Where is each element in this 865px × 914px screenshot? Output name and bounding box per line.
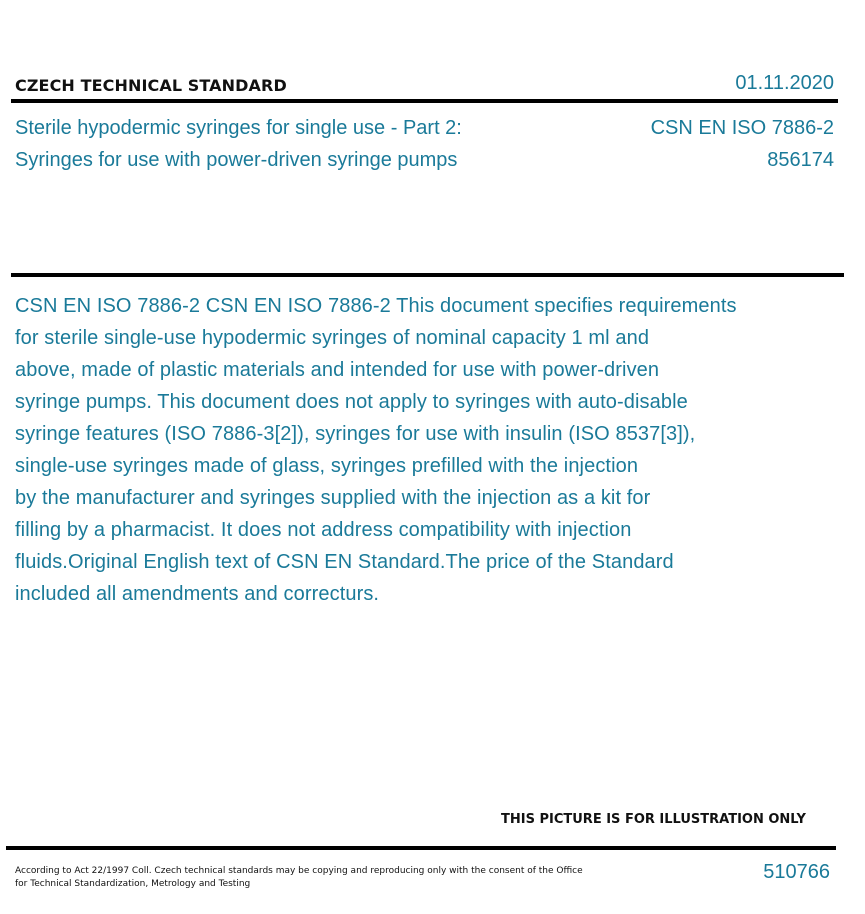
standard-description: CSN EN ISO 7886-2 CSN EN ISO 7886-2 This document specifies requirements for sterile single-use hypodermic syringes of nominal capacity 1 ml and above, made of plastic materials and intended for use with power-driven syringe pumps. This document does not apply to syringes with auto-disable syringe features (ISO 7886-3[2]), syringes for use with insulin (ISO 8537[3]), single-use syringes made of glass, syringes prefilled with the injection by the manufacturer and syringes supplied with the injection as a kit for filling by a pharmacist. It does not address compatibility with injection fluids.Original English text of CSN EN Standard.The price of the Standard included all amendments and correcturs.	[15, 295, 737, 605]
middle-divider	[11, 273, 844, 277]
catalog-number: 510766	[763, 861, 830, 883]
legal-notice: According to Act 22/1997 Coll. Czech technical standards may be copying and reproducing only with the consent of the Office for Technical Standardization, Metrology and Testing	[15, 866, 583, 889]
classification-number: 856174	[767, 149, 834, 171]
top-divider	[11, 99, 838, 103]
standard-code: CSN EN ISO 7886-2	[650, 117, 834, 139]
standard-title-line-1: Sterile hypodermic syringes for single use - Part 2:	[15, 117, 462, 139]
bottom-divider	[6, 846, 836, 850]
publication-date: 01.11.2020	[735, 72, 834, 94]
illustration-disclaimer: THIS PICTURE IS FOR ILLUSTRATION ONLY	[501, 812, 806, 827]
document-type-heading: CZECH TECHNICAL STANDARD	[15, 76, 287, 95]
standard-title-line-2: Syringes for use with power-driven syringe pumps	[15, 149, 458, 171]
